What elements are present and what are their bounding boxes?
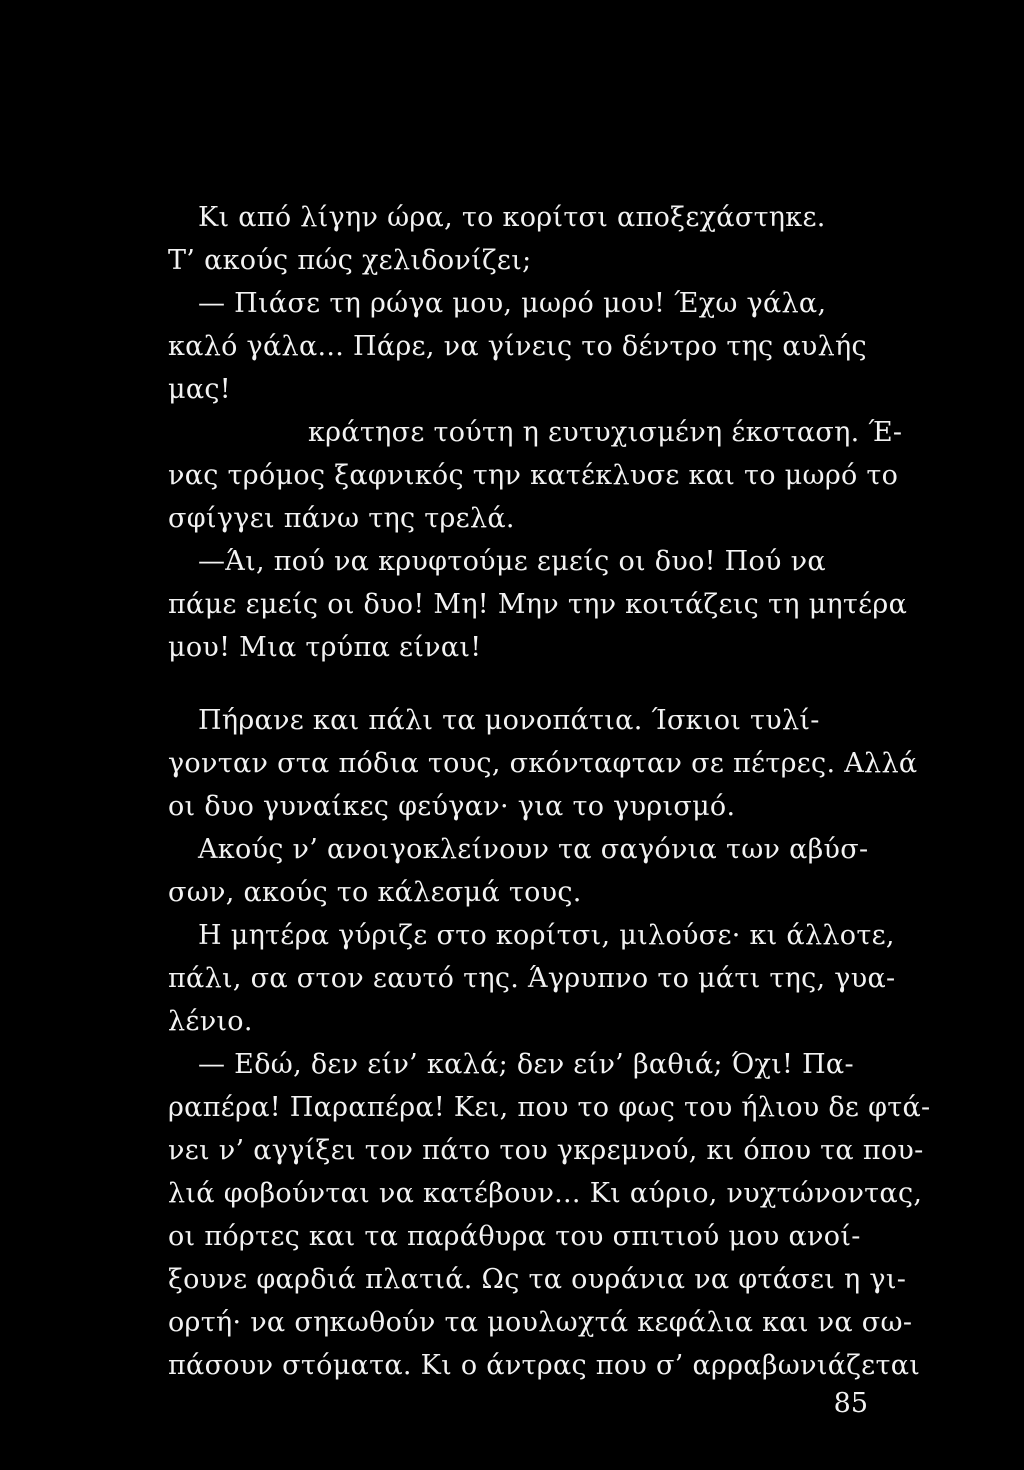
text-line: Τ’ ακούς πώς χελιδονίζει; [168,245,532,276]
text-line: Ακούς ν’ ανοιγοκλείνουν τα σαγόνια των αβύσ- [198,834,869,865]
text-line: — Πιάσε τη ρώγα μου, μωρό μου! Έχω γάλα, [198,288,827,319]
text-line: νει ν’ αγγίξει τον πάτο του γκρεμνού, κι όπου τα που- [168,1135,924,1166]
text-line: ορτή· να σηκωθούν τα μουλωχτά κεφάλια και να σω- [168,1307,913,1338]
page-number: 85 [833,1388,868,1419]
text-line: γονταν στα πόδια τους, σκόνταφταν σε πέτρες. Αλλά [168,748,918,779]
text-line: μας! [168,374,231,405]
text-line: ραπέρα! Παραπέρα! Κει, που το φως του ήλιου δε φτά- [168,1092,931,1123]
text-line: μου! Μια τρύπα είναι! [168,632,482,663]
text-line: πάσουν στόματα. Κι ο άντρας που σ’ αρραβωνιάζεται [168,1350,921,1381]
text-line: σφίγγει πάνω της τρελά. [168,503,515,534]
text-line: οι δυο γυναίκες φεύγαν· για το γυρισμό. [168,791,736,822]
paragraph-gap [168,669,858,699]
text-line: καλό γάλα... Πάρε, να γίνεις το δέντρο της αυλής [168,331,867,362]
text-line: —Άι, πού να κρυφτούμε εμείς οι δυο! Πού να [198,546,826,577]
text-line: λένιο. [168,1006,253,1037]
text-line: Πήρανε και πάλι τα μονοπάτια. Ίσκιοι τυλί- [198,705,820,736]
text-line: πάμε εμείς οι δυο! Μη! Μην την κοιτάζεις τη μητέρα [168,589,908,620]
text-line: πάλι, σα στον εαυτό της. Άγρυπνο το μάτι της, γυα- [168,963,896,994]
text-line: Κι από λίγην ώρα, το κορίτσι αποξεχάστηκε. [198,202,826,233]
text-line: οι πόρτες και τα παράθυρα του σπιτιού μου ανοί- [168,1221,861,1252]
text-line: νας τρόμος ξαφνικός την κατέκλυσε και το μωρό το [168,460,899,491]
text-line: Η μητέρα γύριζε στο κορίτσι, μιλούσε· κι άλλοτε, [198,920,895,951]
text-line: κράτησε τούτη η ευτυχισμένη έκσταση. Έ- [308,417,903,448]
body-text [168,196,931,1387]
text-line: ξουνε φαρδιά πλατιά. Ως τα ουράνια να φτάσει η γι- [168,1264,907,1295]
text-line: λιά φοβούνται να κατέβουν... Κι αύριο, νυχτώνοντας, [168,1178,923,1209]
text-line: — Εδώ, δεν είν’ καλά; δεν είν’ βαθιά; Όχι! Πα- [198,1049,854,1080]
text-line: σων, ακούς το κάλεσμά τους. [168,877,582,908]
